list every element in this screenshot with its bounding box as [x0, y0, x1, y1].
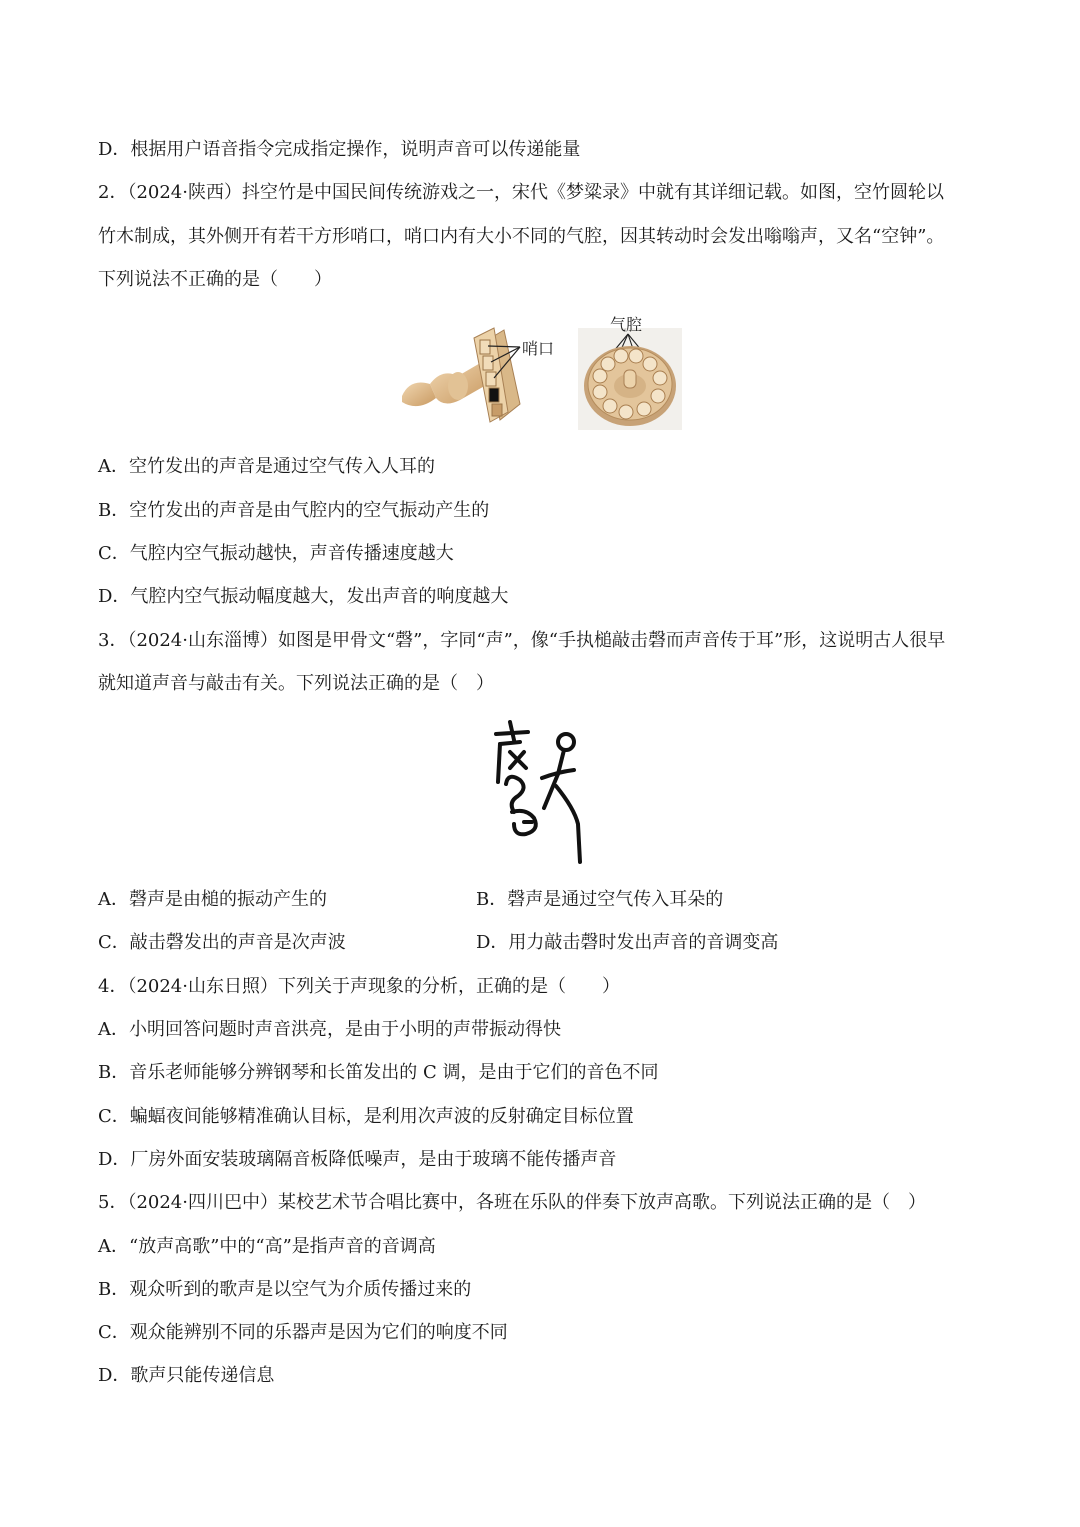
whistle-label: 哨口: [522, 339, 555, 358]
cavity-label: 气腔: [610, 315, 643, 334]
q2-option-b: B．空竹发出的声音是由气腔内的空气振动产生的: [98, 500, 490, 521]
q2-stem-line-2: 竹木制成，其外侧开有若干方形哨口，哨口内有大小不同的气腔，因其转动时会发出嗡嗡声，又名“空钟”。: [98, 226, 945, 247]
q4-option-c: C．蝙蝠夜间能够精准确认目标，是利用次声波的反射确定目标位置: [98, 1106, 634, 1127]
q3-option-a: A．磬声是由槌的振动产生的: [98, 889, 327, 910]
kongzhu-side-figure: [396, 322, 566, 438]
q4-option-a: A．小明回答问题时声音洪亮，是由于小明的声带振动得快: [98, 1019, 561, 1040]
q5-option-d: D．歌声只能传递信息: [98, 1365, 275, 1386]
q3-stem-line-1: 3．（2024·山东淄博）如图是甲骨文“磬”，字同“声”，像“手执槌敲击磬而声音传于耳”形，这说明古人很早: [98, 630, 946, 651]
q3-option-b: B．磬声是通过空气传入耳朵的: [476, 889, 724, 910]
q2-option-c: C．气腔内空气振动越快，声音传播速度越大: [98, 543, 454, 564]
q5-stem: 5．（2024·四川巴中）某校艺术节合唱比赛中，各班在乐队的伴奏下放声高歌。下列说法正确的是（ ）: [98, 1192, 926, 1213]
q2-stem-line-3: 下列说法不正确的是（ ）: [98, 269, 332, 290]
q3-stem-line-2: 就知道声音与敲击有关。下列说法正确的是（ ）: [98, 673, 494, 694]
q2-stem-line-1: 2．（2024·陕西）抖空竹是中国民间传统游戏之一，宋代《梦粱录》中就有其详细记载。如图，空竹圆轮以: [98, 182, 944, 203]
q4-option-b: B．音乐老师能够分辨钢琴和长笛发出的 C 调，是由于它们的音色不同: [98, 1062, 659, 1083]
q5-option-c: C．观众能辨别不同的乐器声是因为它们的响度不同: [98, 1322, 508, 1343]
q5-option-a: A．“放声高歌”中的“高”是指声音的音调高: [98, 1236, 436, 1257]
q2-option-a: A．空竹发出的声音是通过空气传入人耳的: [98, 456, 435, 477]
q4-option-d: D．厂房外面安装玻璃隔音板降低噪声，是由于玻璃不能传播声音: [98, 1149, 617, 1170]
q4-stem: 4．（2024·山东日照）下列关于声现象的分析，正确的是（ ）: [98, 976, 620, 997]
q3-option-d: D．用力敲击磬时发出声音的音调变高: [476, 932, 779, 953]
oracle-bone-glyph: [488, 712, 594, 868]
kongzhu-top-figure: [578, 314, 682, 430]
q2-option-d: D．气腔内空气振动幅度越大，发出声音的响度越大: [98, 586, 509, 607]
q5-option-b: B．观众听到的歌声是以空气为介质传播过来的: [98, 1279, 472, 1300]
q3-option-c: C．敲击磬发出的声音是次声波: [98, 932, 346, 953]
q1-option-d: D．根据用户语音指令完成指定操作，说明声音可以传递能量: [98, 139, 581, 160]
